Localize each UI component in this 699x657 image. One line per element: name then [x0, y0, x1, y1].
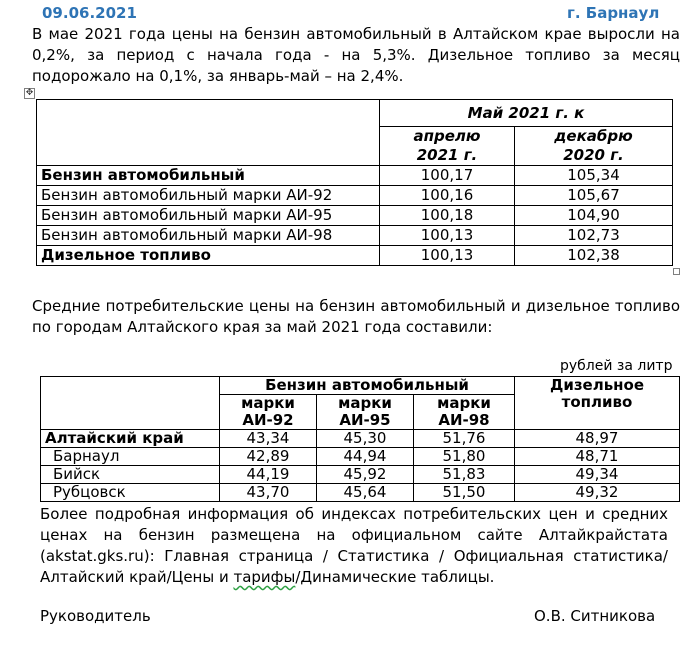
table2-grade-ai95-line2: АИ-95 — [339, 411, 391, 429]
table2-value-ai98: 51,76 — [414, 430, 515, 448]
table1-col-april-line2: 2021 г. — [416, 146, 478, 164]
table2-value-ai92: 42,89 — [220, 448, 317, 466]
table-move-handle-icon[interactable]: ✥ — [25, 88, 34, 98]
table2-row-label: Алтайский край — [41, 430, 220, 448]
table1-col-april — [380, 127, 515, 166]
table2-diesel-header — [515, 377, 680, 430]
intro-paragraph: В мае 2021 года цены на бензин автомобильный в Алтайском крае выросли на 0,2%, за период с начала года - на 5,3%. Дизельное топливо за месяц подорожало на 0,1%, за январь-май – на 2,4%. — [32, 25, 680, 85]
signature-name: О.В. Ситникова — [534, 607, 656, 625]
table1-value-december: 102,73 — [515, 226, 673, 246]
table2-grade-ai98 — [414, 395, 515, 430]
more-info-text-end: /Динамические таблицы. — [295, 568, 495, 586]
table2-row — [41, 466, 680, 484]
table2-empty-corner — [41, 377, 220, 430]
table1-value-april: 100,18 — [380, 206, 515, 226]
table1-row — [37, 186, 673, 206]
signature-title: Руководитель — [40, 607, 151, 625]
table2-value-ai98: 51,83 — [414, 466, 515, 484]
table2-grade-ai92-line2: АИ-92 — [242, 411, 294, 429]
table2-value-diesel: 49,34 — [515, 466, 680, 484]
date-header: 09.06.2021 — [42, 4, 137, 22]
unit-label: рублей за литр — [560, 358, 673, 374]
table1-row — [37, 166, 673, 186]
table1-row — [37, 246, 673, 266]
city-header: г. Барнаул — [567, 4, 660, 22]
table2-value-diesel: 48,97 — [515, 430, 680, 448]
table2-value-ai92: 44,19 — [220, 466, 317, 484]
avg-prices-table — [40, 376, 680, 502]
table2-grade-ai92 — [220, 395, 317, 430]
table1-value-april: 100,13 — [380, 246, 515, 266]
table1-row-label: Бензин автомобильный марки АИ-95 — [37, 206, 380, 226]
table2-row — [41, 448, 680, 466]
avg-prices-paragraph: Средние потребительские цены на бензин автомобильный и дизельное топливо по городам Алтайского края за май 2021 года составили: — [32, 297, 680, 336]
table2-value-ai92: 43,70 — [220, 484, 317, 502]
table2-value-diesel: 49,32 — [515, 484, 680, 502]
table1-group-header: Май 2021 г. к — [380, 100, 673, 127]
table2-row — [41, 484, 680, 502]
table2-grade-ai92-line1: марки — [241, 394, 295, 412]
table1-row-label: Бензин автомобильный — [37, 166, 380, 186]
table1-value-december: 105,34 — [515, 166, 673, 186]
table2-diesel-line1: Дизельное — [549, 376, 645, 394]
table1-row-label: Бензин автомобильный марки АИ-98 — [37, 226, 380, 246]
table2-row — [41, 430, 680, 448]
table1-value-december: 102,38 — [515, 246, 673, 266]
table2-value-ai95: 45,92 — [317, 466, 414, 484]
table1-empty-corner — [37, 100, 380, 166]
table2-gasoline-header: Бензин автомобильный — [220, 377, 515, 395]
table2-value-diesel: 48,71 — [515, 448, 680, 466]
table-resize-handle[interactable] — [673, 268, 680, 275]
table2-value-ai95: 44,94 — [317, 448, 414, 466]
table2-grade-ai98-line1: марки — [437, 394, 491, 412]
table1-row-label: Бензин автомобильный марки АИ-92 — [37, 186, 380, 206]
more-info-paragraph — [40, 504, 668, 588]
table2-diesel-line2: топливо — [561, 393, 633, 411]
more-info-text: Более подробная информация об индексах потребительских цен и средних ценах на бензин размещена на официальном сайте Алтайкрайстата (akstat.gks.ru): Главная страница / Статистика / Официальная статистика/Алтайский край/Цены и — [40, 505, 668, 586]
table1-col-december — [515, 127, 673, 166]
table1-value-december: 105,67 — [515, 186, 673, 206]
table2-value-ai95: 45,64 — [317, 484, 414, 502]
table2-value-ai98: 51,80 — [414, 448, 515, 466]
table1-value-april: 100,16 — [380, 186, 515, 206]
table2-grade-ai95 — [317, 395, 414, 430]
table1-value-april: 100,13 — [380, 226, 515, 246]
table2-value-ai92: 43,34 — [220, 430, 317, 448]
table1-col-december-line2: 2020 г. — [563, 146, 624, 164]
table2-row-label: Бийск — [41, 466, 220, 484]
table1-col-april-line1: апрелю — [413, 127, 481, 145]
table2-value-ai95: 45,30 — [317, 430, 414, 448]
table1-row-label: Дизельное топливо — [37, 246, 380, 266]
table1-value-december: 104,90 — [515, 206, 673, 226]
price-index-table — [36, 99, 673, 266]
table1-row — [37, 206, 673, 226]
table2-row-label: Барнаул — [41, 448, 220, 466]
table2-row-label: Рубцовск — [41, 484, 220, 502]
table1-value-april: 100,17 — [380, 166, 515, 186]
table2-grade-ai95-line1: марки — [338, 394, 392, 412]
table2-value-ai98: 51,50 — [414, 484, 515, 502]
table2-grade-ai98-line2: АИ-98 — [438, 411, 490, 429]
table1-col-december-line1: декабрю — [554, 127, 633, 145]
spellcheck-word: тарифы — [233, 568, 296, 586]
table1-row — [37, 226, 673, 246]
